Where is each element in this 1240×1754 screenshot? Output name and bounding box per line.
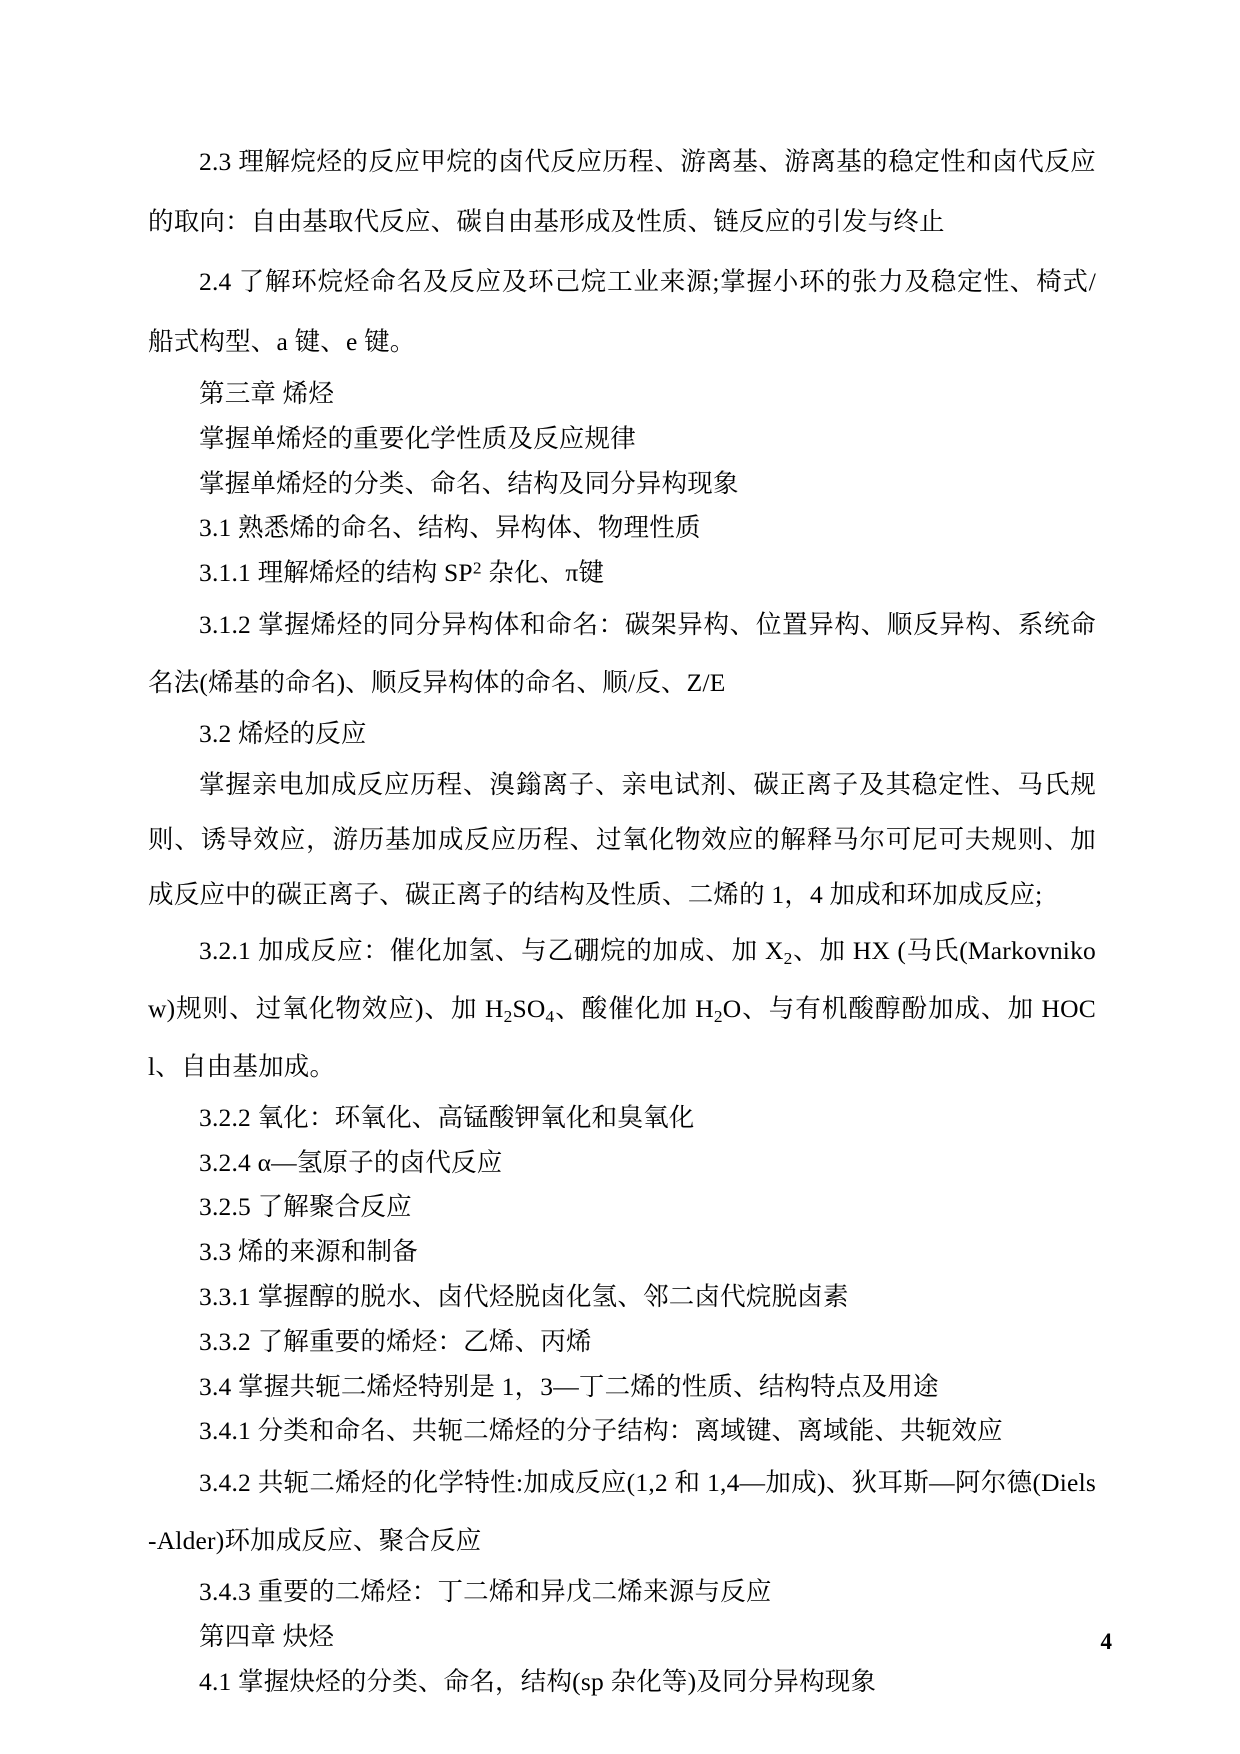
heading-chapter-4: 第四章 炔烃 — [199, 1621, 335, 1651]
paragraph-chapter-3-goal-2: 掌握单烯烃的分类、命名、结构及同分异构现象 — [199, 468, 739, 498]
paragraph-3-2-1: 3.2.1 加成反应：催化加氢、与乙硼烷的加成、加 $X_2$、加 HX (马氏(Markovnikow)规则、过氧化物效应)、加 $H_2SO_4$、酸催化加 $H_2O$、与有机酸醇酚加成、加 HOCl、自由基加成。 — [148, 935, 1096, 1081]
paragraph-3-2-2: 3.2.2 氧化：环氧化、高锰酸钾氧化和臭氧化 — [199, 1102, 695, 1132]
paragraph-3-4-3: 3.4.3 重要的二烯烃：丁二烯和异戊二烯来源与反应 — [199, 1577, 772, 1607]
paragraph-3-3-1: 3.3.1 掌握醇的脱水、卤代烃脱卤化氢、邻二卤代烷脱卤素 — [199, 1281, 849, 1311]
paragraph-3-4-1: 3.4.1 分类和命名、共轭二烯烃的分子结构：离域键、离域能、共轭效应 — [199, 1416, 1003, 1446]
paragraph-3-2-4: 3.2.4 α—氢原子的卤代反应 — [199, 1147, 503, 1177]
paragraph-3-2-intro: 掌握亲电加成反应历程、溴鎓离子、亲电试剂、碳正离子及其稳定性、马氏规则、诱导效应，游历基加成反应历程、过氧化物效应的解释马尔可尼可夫规则、加成反应中的碳正离子、碳正离子的结构及性质、二烯的 1，4 加成和环加成反应; — [148, 769, 1096, 909]
paragraph-chapter-3-goal-1: 掌握单烯烃的重要化学性质及反应规律 — [199, 423, 636, 453]
paragraph-3-1: 3.1 熟悉烯的命名、结构、异构体、物理性质 — [199, 513, 701, 543]
paragraph-2-4: 2.4 了解环烷烃命名及反应及环己烷工业来源;掌握小环的张力及稳定性、椅式/船式构型、a 键、e 键。 — [148, 267, 1096, 356]
paragraph-3-2-5: 3.2.5 了解聚合反应 — [199, 1192, 412, 1222]
paragraph-3-3-2: 3.3.2 了解重要的烯烃：乙烯、丙烯 — [199, 1326, 592, 1356]
paragraph-3-4: 3.4 掌握共轭二烯烃特别是 1，3—丁二烯的性质、结构特点及用途 — [199, 1371, 939, 1401]
page-body-text — [148, 132, 1096, 1705]
paragraph-2-3: 2.3 理解烷烃的反应甲烷的卤代反应历程、游离基、游离基的稳定性和卤代反应的取向：自由基取代反应、碳自由基形成及性质、链反应的引发与终止 — [148, 147, 1096, 236]
heading-chapter-3: 第三章 烯烃 — [199, 379, 335, 408]
paragraph-4-1: 4.1 掌握炔烃的分类、命名，结构(sp 杂化等)及同分异构现象 — [199, 1666, 877, 1696]
paragraph-3-3: 3.3 烯的来源和制备 — [199, 1237, 418, 1267]
paragraph-3-4-2: 3.4.2 共轭二烯烃的化学特性:加成反应(1,2 和 1,4—加成)、狄耳斯—阿尔德(Diels-Alder)环加成反应、聚合反应 — [148, 1468, 1096, 1556]
page-number: 4 — [1100, 1629, 1112, 1654]
paragraph-3-1-2: 3.1.2 掌握烯烃的同分异构体和命名：碳架异构、位置异构、顺反异构、系统命名法(烯基的命名)、顺反异构体的命名、顺/反、Z/E — [148, 609, 1096, 697]
paragraph-3-2: 3.2 烯烃的反应 — [199, 718, 367, 748]
paragraph-3-1-1: 3.1.1 理解烯烃的结构 $SP^2$ 杂化、π键 — [199, 558, 605, 588]
